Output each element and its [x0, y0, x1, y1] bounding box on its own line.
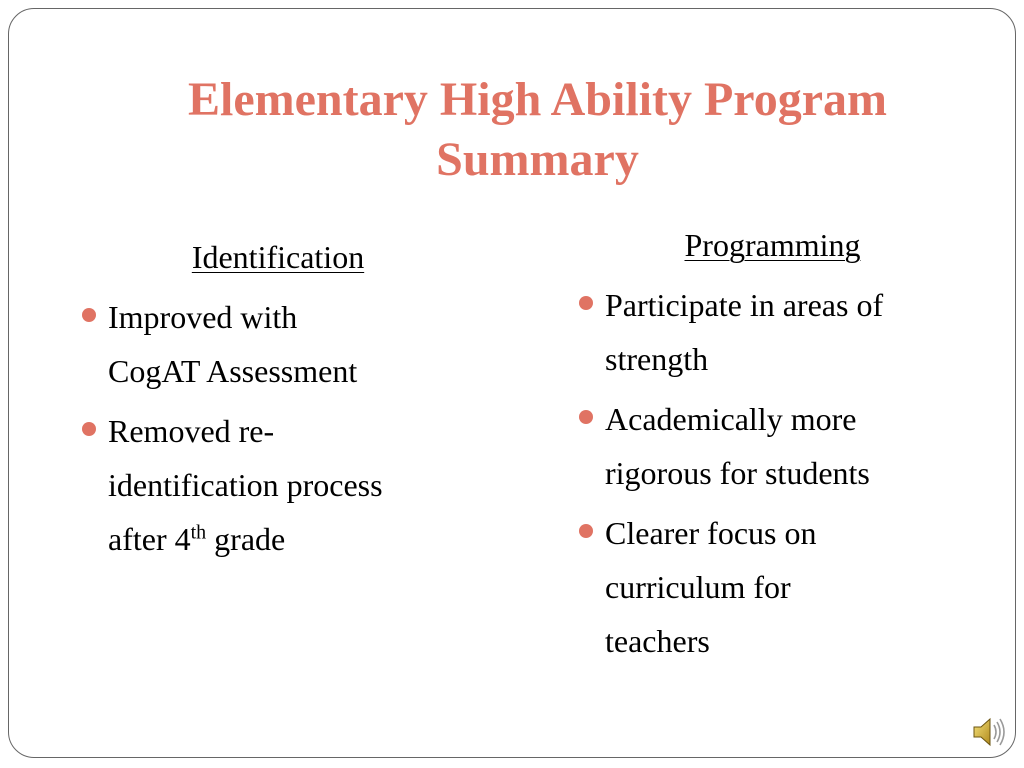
item-text: Participate in areas of — [605, 287, 884, 323]
identification-heading: Identification — [191, 239, 365, 275]
item-text: after 4 — [108, 521, 191, 557]
item-text: rigorous for students — [605, 455, 870, 491]
item-text: Removed re- — [108, 413, 275, 449]
item-text: Clearer focus on — [605, 515, 817, 551]
speaker-icon[interactable] — [968, 712, 1008, 752]
title-line-2: Summary — [436, 133, 639, 186]
item-text: identification process — [108, 467, 383, 503]
list-item — [575, 506, 995, 668]
item-text: teachers — [605, 623, 710, 659]
bullet-icon — [579, 296, 593, 310]
list-item — [78, 290, 488, 398]
bullet-icon — [579, 524, 593, 538]
slide-title — [60, 70, 1015, 190]
programming-list — [575, 278, 995, 668]
bullet-icon — [82, 308, 96, 322]
item-text: strength — [605, 341, 709, 377]
list-item — [78, 404, 488, 566]
item-text: curriculum for — [605, 569, 791, 605]
item-text: Academically more — [605, 401, 857, 437]
item-text: CogAT Assessment — [108, 353, 358, 389]
item-text: grade — [206, 521, 286, 557]
superscript: th — [190, 521, 207, 544]
identification-column — [78, 234, 488, 572]
list-item — [575, 392, 995, 500]
bullet-icon — [82, 422, 96, 436]
item-text: Improved with — [108, 299, 298, 335]
identification-list — [78, 290, 488, 566]
list-item — [575, 278, 995, 386]
bullet-icon — [579, 410, 593, 424]
programming-heading: Programming — [684, 227, 861, 263]
programming-column — [575, 222, 995, 674]
title-line-1: Elementary High Ability Program — [187, 73, 888, 126]
